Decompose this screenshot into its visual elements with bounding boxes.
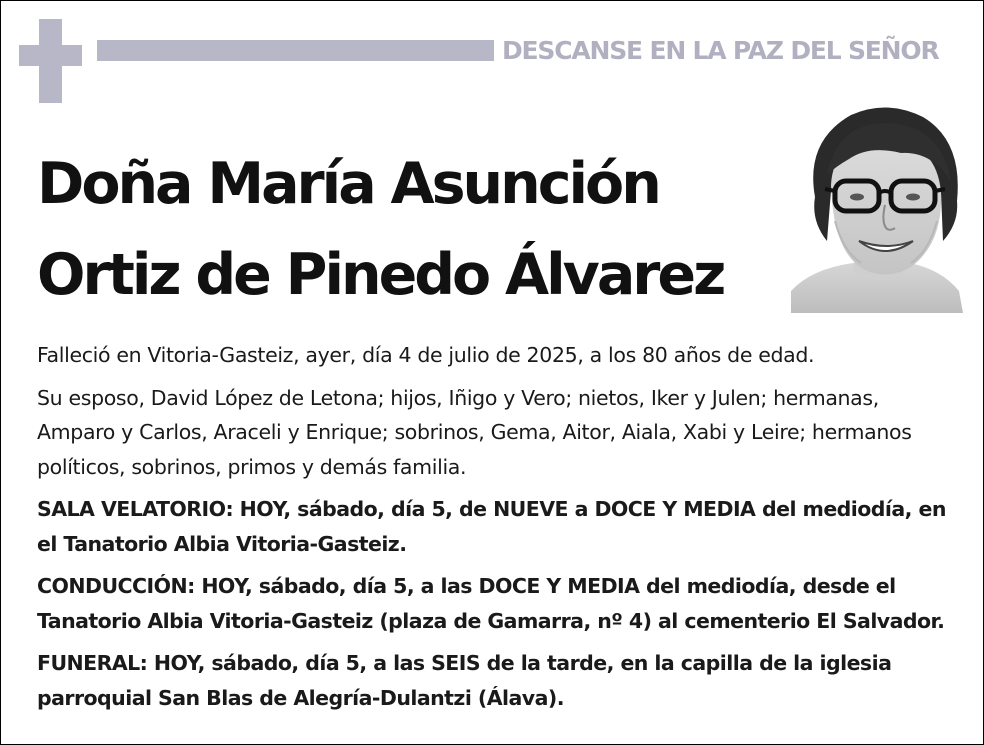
funeral-info: FUNERAL: HOY, sábado, día 5, a las SEIS de la tarde, en la capilla de la iglesia parroquial San Blas de Alegría-Dulantzi (Álava). <box>37 651 892 710</box>
name-line-2: Ortiz de Pinedo Álvarez <box>37 242 724 308</box>
deceased-name <box>37 139 797 321</box>
header-motto: DESCANSE EN LA PAZ DEL SEÑOR <box>502 36 939 65</box>
cross-icon <box>19 19 82 103</box>
header-rule <box>97 40 494 61</box>
name-line-1: Doña María Asunción <box>37 151 659 217</box>
obituary-body <box>37 338 957 723</box>
wake-info: SALA VELATORIO: HOY, sábado, día 5, de NUEVE a DOCE Y MEDIA del mediodía, en el Tanatorio Albia Vitoria-Gasteiz. <box>37 497 946 556</box>
death-notice: Falleció en Vitoria-Gasteiz, ayer, día 4 de julio de 2025, a los 80 años de edad. <box>37 343 815 367</box>
portrait-photo <box>791 101 971 313</box>
family-list: Su esposo, David López de Letona; hijos, Iñigo y Vero; nietos, Iker y Julen; hermanas, Amparo y Carlos, Araceli y Enrique; sobrinos, Gema, Aitor, Aiala, Xabi y Leire; hermanos políticos, sobrinos, primos y demás familia. <box>37 385 912 479</box>
procession-info: CONDUCCIÓN: HOY, sábado, día 5, a las DOCE Y MEDIA del mediodía, desde el Tanatorio Albia Vitoria-Gasteiz (plaza de Gamarra, nº 4) al cementerio El Salvador. <box>37 574 945 633</box>
